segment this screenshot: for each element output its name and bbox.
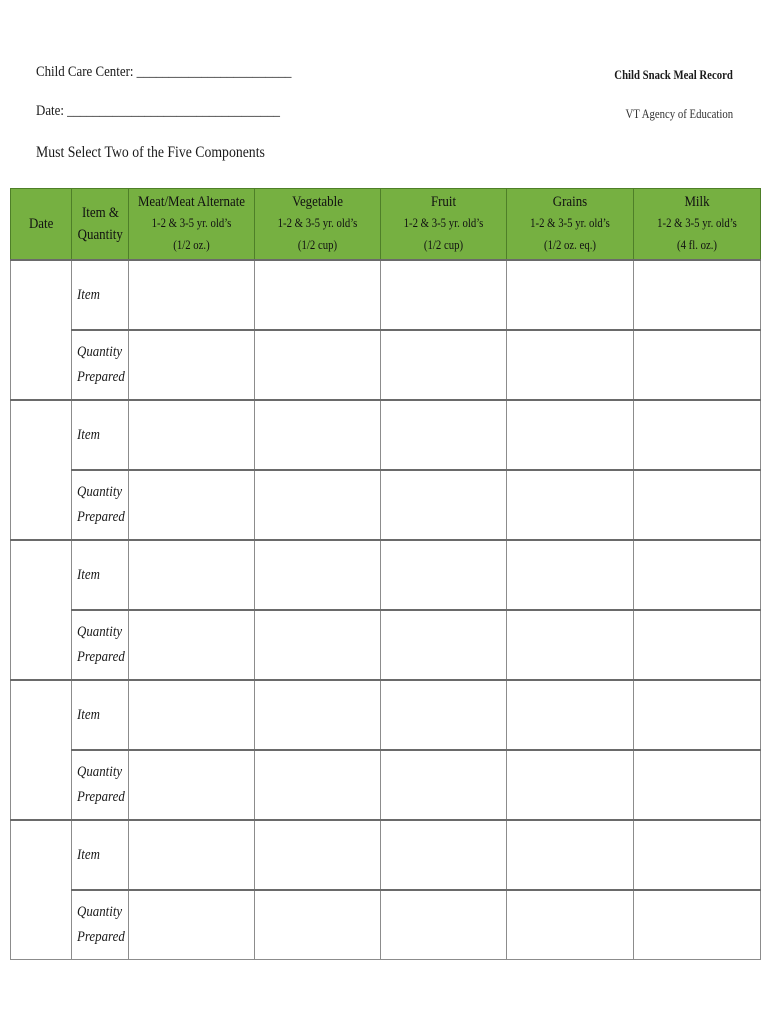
agency-name: VT Agency of Education xyxy=(625,107,733,121)
meat-alternate-item-cell[interactable] xyxy=(129,260,255,330)
vegetable-quantity-cell[interactable] xyxy=(255,890,381,960)
item-quantity-column-header: Item & Quantity xyxy=(72,189,129,261)
item-row-label: Item xyxy=(72,540,129,610)
quantity-prepared-row-label: Quantity Prepared xyxy=(72,330,129,400)
milk-quantity-cell[interactable] xyxy=(634,330,761,400)
fruit-item-cell[interactable] xyxy=(381,400,507,470)
meat-alternate-quantity-cell[interactable] xyxy=(129,890,255,960)
table-row xyxy=(11,610,761,680)
table-row xyxy=(11,820,761,890)
vegetable-item-cell[interactable] xyxy=(255,400,381,470)
item-row-label: Item xyxy=(72,680,129,750)
milk-item-cell[interactable] xyxy=(634,540,761,610)
table-row xyxy=(11,680,761,750)
milk-item-cell[interactable] xyxy=(634,400,761,470)
milk-quantity-cell[interactable] xyxy=(634,890,761,960)
item-row-label: Item xyxy=(72,260,129,330)
grains-column-header: Grains 1-2 & 3-5 yr. old’s (1/2 oz. eq.) xyxy=(507,189,634,261)
meat-alternate-item-cell[interactable] xyxy=(129,680,255,750)
date-field[interactable]: Date: _________________________________ xyxy=(36,103,281,119)
fruit-item-cell[interactable] xyxy=(381,820,507,890)
instructions-heading: Must Select Two of the Five Components xyxy=(36,144,265,161)
grains-item-cell[interactable] xyxy=(507,680,634,750)
snack-meal-record-table xyxy=(10,188,761,960)
vegetable-item-cell[interactable] xyxy=(255,680,381,750)
grains-quantity-cell[interactable] xyxy=(507,610,634,680)
fruit-quantity-cell[interactable] xyxy=(381,610,507,680)
quantity-prepared-row-label: Quantity Prepared xyxy=(72,750,129,820)
grains-quantity-cell[interactable] xyxy=(507,750,634,820)
table-header-row xyxy=(11,189,761,261)
meat-alternate-quantity-cell[interactable] xyxy=(129,330,255,400)
fruit-quantity-cell[interactable] xyxy=(381,890,507,960)
quantity-prepared-row-label: Quantity Prepared xyxy=(72,470,129,540)
milk-quantity-cell[interactable] xyxy=(634,610,761,680)
vegetable-item-cell[interactable] xyxy=(255,260,381,330)
vegetable-quantity-cell[interactable] xyxy=(255,330,381,400)
milk-item-cell[interactable] xyxy=(634,680,761,750)
fruit-quantity-cell[interactable] xyxy=(381,470,507,540)
fruit-quantity-cell[interactable] xyxy=(381,330,507,400)
table-row xyxy=(11,750,761,820)
milk-item-cell[interactable] xyxy=(634,820,761,890)
fruit-item-cell[interactable] xyxy=(381,260,507,330)
table-row xyxy=(11,470,761,540)
vegetable-item-cell[interactable] xyxy=(255,540,381,610)
table-row xyxy=(11,540,761,610)
document-title: Child Snack Meal Record xyxy=(614,68,733,82)
milk-quantity-cell[interactable] xyxy=(634,750,761,820)
table-row xyxy=(11,330,761,400)
table-row xyxy=(11,400,761,470)
table-row xyxy=(11,260,761,330)
meat-alternate-quantity-cell[interactable] xyxy=(129,470,255,540)
fruit-column-header: Fruit 1-2 & 3-5 yr. old’s (1/2 cup) xyxy=(381,189,507,261)
grains-quantity-cell[interactable] xyxy=(507,890,634,960)
quantity-prepared-row-label: Quantity Prepared xyxy=(72,890,129,960)
date-entry-cell[interactable] xyxy=(11,400,72,540)
milk-quantity-cell[interactable] xyxy=(634,470,761,540)
vegetable-quantity-cell[interactable] xyxy=(255,470,381,540)
vegetable-quantity-cell[interactable] xyxy=(255,610,381,680)
item-row-label: Item xyxy=(72,820,129,890)
vegetable-quantity-cell[interactable] xyxy=(255,750,381,820)
grains-quantity-cell[interactable] xyxy=(507,330,634,400)
child-care-center-field[interactable]: Child Care Center: ________________________ xyxy=(36,64,292,80)
table-row xyxy=(11,890,761,960)
date-entry-cell[interactable] xyxy=(11,820,72,960)
milk-column-header: Milk 1-2 & 3-5 yr. old’s (4 fl. oz.) xyxy=(634,189,761,261)
grains-item-cell[interactable] xyxy=(507,260,634,330)
grains-item-cell[interactable] xyxy=(507,540,634,610)
fruit-item-cell[interactable] xyxy=(381,680,507,750)
grains-item-cell[interactable] xyxy=(507,820,634,890)
fruit-quantity-cell[interactable] xyxy=(381,750,507,820)
quantity-prepared-row-label: Quantity Prepared xyxy=(72,610,129,680)
grains-quantity-cell[interactable] xyxy=(507,470,634,540)
fruit-item-cell[interactable] xyxy=(381,540,507,610)
meat-alternate-quantity-cell[interactable] xyxy=(129,610,255,680)
meat-alternate-quantity-cell[interactable] xyxy=(129,750,255,820)
item-row-label: Item xyxy=(72,400,129,470)
date-entry-cell[interactable] xyxy=(11,540,72,680)
date-entry-cell[interactable] xyxy=(11,680,72,820)
vegetable-item-cell[interactable] xyxy=(255,820,381,890)
meat-alternate-item-cell[interactable] xyxy=(129,540,255,610)
date-entry-cell[interactable] xyxy=(11,260,72,400)
meat-alternate-column-header: Meat/Meat Alternate 1-2 & 3-5 yr. old’s (1/2 oz.) xyxy=(129,189,255,261)
milk-item-cell[interactable] xyxy=(634,260,761,330)
date-column-header: Date xyxy=(11,189,72,261)
meat-alternate-item-cell[interactable] xyxy=(129,820,255,890)
meat-alternate-item-cell[interactable] xyxy=(129,400,255,470)
vegetable-column-header: Vegetable 1-2 & 3-5 yr. old’s (1/2 cup) xyxy=(255,189,381,261)
grains-item-cell[interactable] xyxy=(507,400,634,470)
